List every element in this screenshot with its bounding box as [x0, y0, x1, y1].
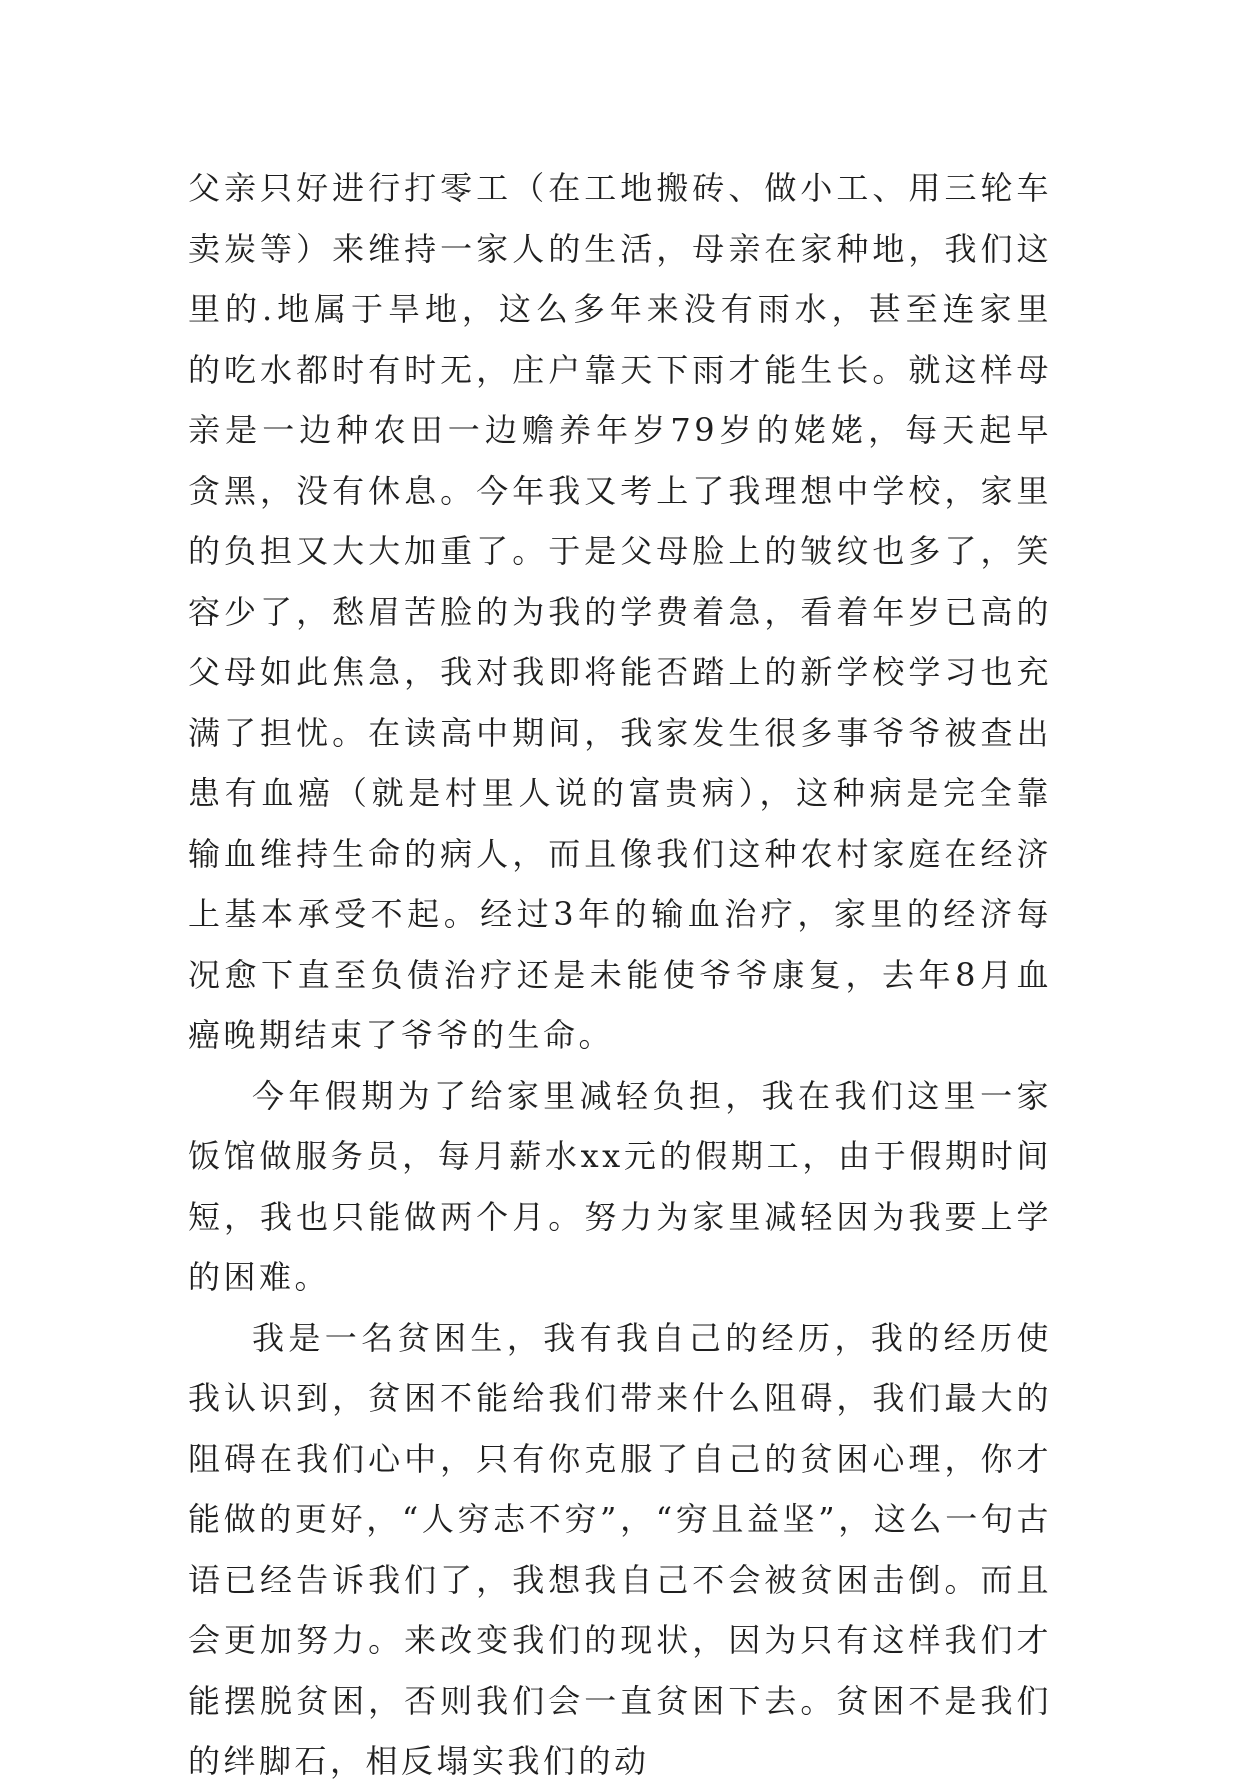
paragraph-1: 父亲只好进行打零工（在工地搬砖、做小工、用三轮车卖炭等）来维持一家人的生活，母亲在家种地，我们这里的.地属于旱地，这么多年来没有雨水，甚至连家里的吃水都时有时无，庄户靠天下雨才能生长。就这样母亲是一边种农田一边赡养年岁79岁的姥姥，每天起早贪黑，没有休息。今年我又考上了我理想中学校，家里的负担又大大加重了。于是父母脸上的皱纹也多了，笑容少了，愁眉苦脸的为我的学费着急，看着年岁已高的父母如此焦急，我对我即将能否踏上的新学校学习也充满了担忧。在读高中期间，我家发生很多事爷爷被查出患有血癌（就是村里人说的富贵病），这种病是完全靠输血维持生命的病人，而且像我们这种农村家庭在经济上基本承受不起。经过3年的输血治疗，家里的经济每况愈下直至负债治疗还是未能使爷爷康复，去年8月血癌晚期结束了爷爷的生命。: [188, 169, 1052, 1054]
paragraph-2: 今年假期为了给家里减轻负担，我在我们这里一家饭馆做服务员，每月薪水xx元的假期工，由于假期时间短，我也只能做两个月。努力为家里减轻因为我要上学的困难。: [188, 1076, 1052, 1296]
paragraph-3: 我是一名贫困生，我有我自己的经历，我的经历使我认识到，贫困不能给我们带来什么阻碍，我们最大的阻碍在我们心中，只有你克服了自己的贫困心理，你才能做的更好，“人穷志不穷”，“穷且益坚”，这么一句古语已经告诉我们了，我想我自己不会被贫困击倒。而且会更加努力。来改变我们的现状，因为只有这样我们才能摆脱贫困，否则我们会一直贫困下去。贫困不是我们的绊脚石，相反塌实我们的动: [188, 1318, 1052, 1780]
document-body: [188, 158, 1052, 1792]
